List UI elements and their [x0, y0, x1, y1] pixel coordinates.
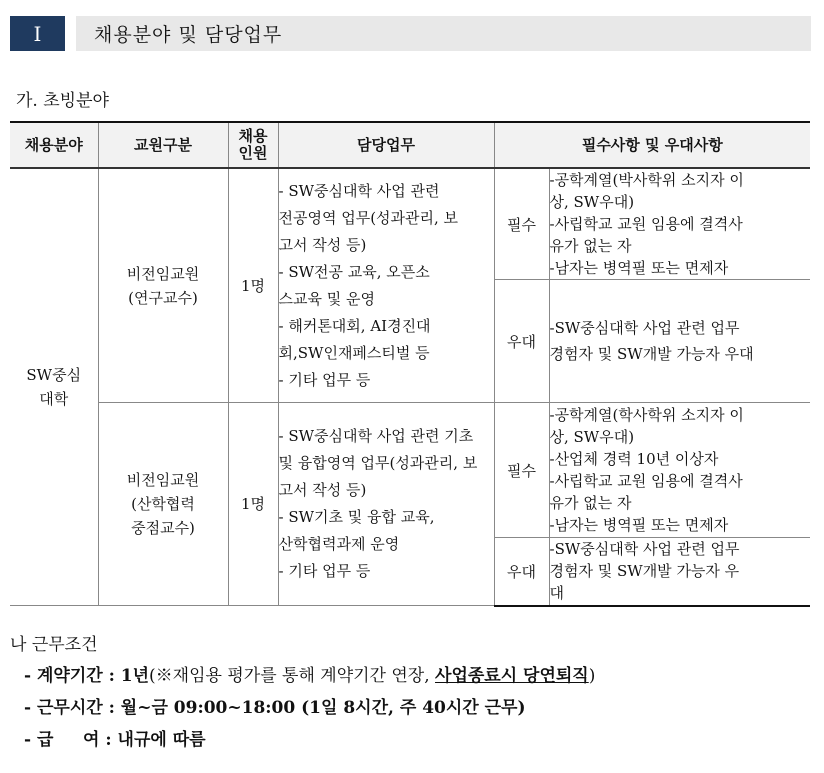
required-line: -사립학교 교원 임용에 결격사 — [549, 215, 743, 233]
duties-cell — [278, 403, 494, 606]
type-line: 비전임교원 — [126, 471, 200, 489]
duty-line: 전공영역 업무(성과관리, 보 — [278, 208, 459, 227]
preferred-label: 우대 — [494, 538, 549, 606]
header-type: 교원구분 — [98, 122, 228, 168]
contract-label: - 계약기간 : — [24, 666, 121, 686]
work-hours — [24, 697, 595, 719]
conditions-heading: 나 근무조건 — [10, 635, 98, 655]
required-line: -사립학교 교원 임용에 결격사 — [549, 472, 743, 490]
preferred-cell — [549, 280, 810, 403]
duty-line: 고서 작성 등) — [278, 481, 367, 499]
header-count-label: 채용 인원 — [238, 127, 268, 162]
duty-line: - 기타 업무 등 — [278, 370, 371, 389]
required-line: -공학계열(학사학위 소지자 이 — [549, 406, 744, 424]
duty-line: - SW기초 및 융합 교육, — [278, 508, 435, 526]
table-row — [10, 168, 810, 280]
duties-cell — [278, 168, 494, 403]
header-field: 채용분야 — [10, 122, 98, 168]
count-cell: 1명 — [228, 403, 278, 606]
type-cell — [98, 403, 228, 606]
required-line: -공학계열(박사학위 소지자 이 — [549, 171, 744, 189]
table-header-row — [10, 122, 810, 168]
duty-line: 스교육 및 운영 — [278, 289, 375, 308]
required-line: 상, SW우대) — [549, 193, 635, 211]
preferred-line: 경험자 및 SW개발 가능자 우 — [549, 562, 740, 581]
salary-value: 내규에 따름 — [117, 730, 206, 750]
contract-emphasis: 사업종료시 당연퇴직 — [435, 666, 589, 686]
duty-line: - 기타 업무 등 — [278, 562, 371, 580]
required-cell — [549, 403, 810, 538]
section-header — [10, 16, 811, 51]
preferred-cell — [549, 538, 810, 606]
table-row — [10, 403, 810, 538]
preferred-line: -SW중심대학 사업 관련 업무 — [549, 540, 740, 559]
type-line: (산학협력 — [131, 495, 195, 513]
count-cell: 1명 — [228, 168, 278, 403]
header-requirements: 필수사항 및 우대사항 — [494, 122, 810, 168]
required-line: -산업체 경력 10년 이상자 — [549, 450, 719, 468]
preferred-line: -SW중심대학 사업 관련 업무 — [549, 319, 740, 337]
type-line: 비전임교원 — [126, 264, 200, 283]
subsection-title: 가. 초빙분야 — [16, 91, 109, 111]
header-count — [228, 122, 278, 168]
recruitment-table — [10, 121, 810, 607]
required-line: 유가 없는 자 — [549, 494, 632, 512]
field-label: SW중심 대학 — [26, 366, 82, 408]
duty-line: 및 융합영역 업무(성과관리, 보 — [278, 454, 478, 472]
required-line: -남자는 병역필 또는 면제자 — [549, 516, 729, 534]
type-line: 중점교수) — [131, 519, 195, 537]
contract-close: ) — [588, 666, 596, 686]
preferred-line: 경험자 및 SW개발 가능자 우대 — [549, 345, 754, 363]
hours-value: 월~금 09:00~18:00 (1일 8시간, 주 40시간 근무) — [120, 698, 526, 718]
duty-line: - SW전공 교육, 오픈소 — [278, 262, 430, 281]
required-label: 필수 — [494, 168, 549, 280]
contract-note: (※재임용 평가를 통해 계약기간 연장, — [149, 666, 436, 686]
section-number: Ⅰ — [10, 16, 65, 51]
header-duties: 담당업무 — [278, 122, 494, 168]
preferred-label: 우대 — [494, 280, 549, 403]
duty-line: 산학협력과제 운영 — [278, 535, 400, 553]
required-label: 필수 — [494, 403, 549, 538]
hours-label: - 근무시간 : — [24, 698, 121, 718]
salary — [24, 729, 595, 751]
work-conditions — [10, 634, 595, 761]
required-line: 유가 없는 자 — [549, 237, 632, 255]
type-line: (연구교수) — [128, 288, 198, 307]
field-cell — [10, 168, 98, 606]
duty-line: - SW중심대학 사업 관련 기초 — [278, 427, 474, 445]
contract-period — [24, 665, 595, 687]
duty-line: - SW중심대학 사업 관련 — [278, 181, 440, 200]
required-cell — [549, 168, 810, 280]
required-line: -남자는 병역필 또는 면제자 — [549, 259, 729, 277]
duty-line: 회,SW인재페스티벌 등 — [278, 343, 430, 362]
preferred-line: 대 — [549, 584, 564, 603]
type-cell — [98, 168, 228, 403]
required-line: 상, SW우대) — [549, 428, 635, 446]
salary-label: - 급 여 : — [24, 730, 118, 750]
duty-line: 고서 작성 등) — [278, 235, 367, 254]
duty-line: - 해커톤대회, AI경진대 — [278, 316, 431, 335]
section-title: 채용분야 및 담당업무 — [76, 16, 811, 51]
contract-value: 1년 — [120, 666, 150, 686]
